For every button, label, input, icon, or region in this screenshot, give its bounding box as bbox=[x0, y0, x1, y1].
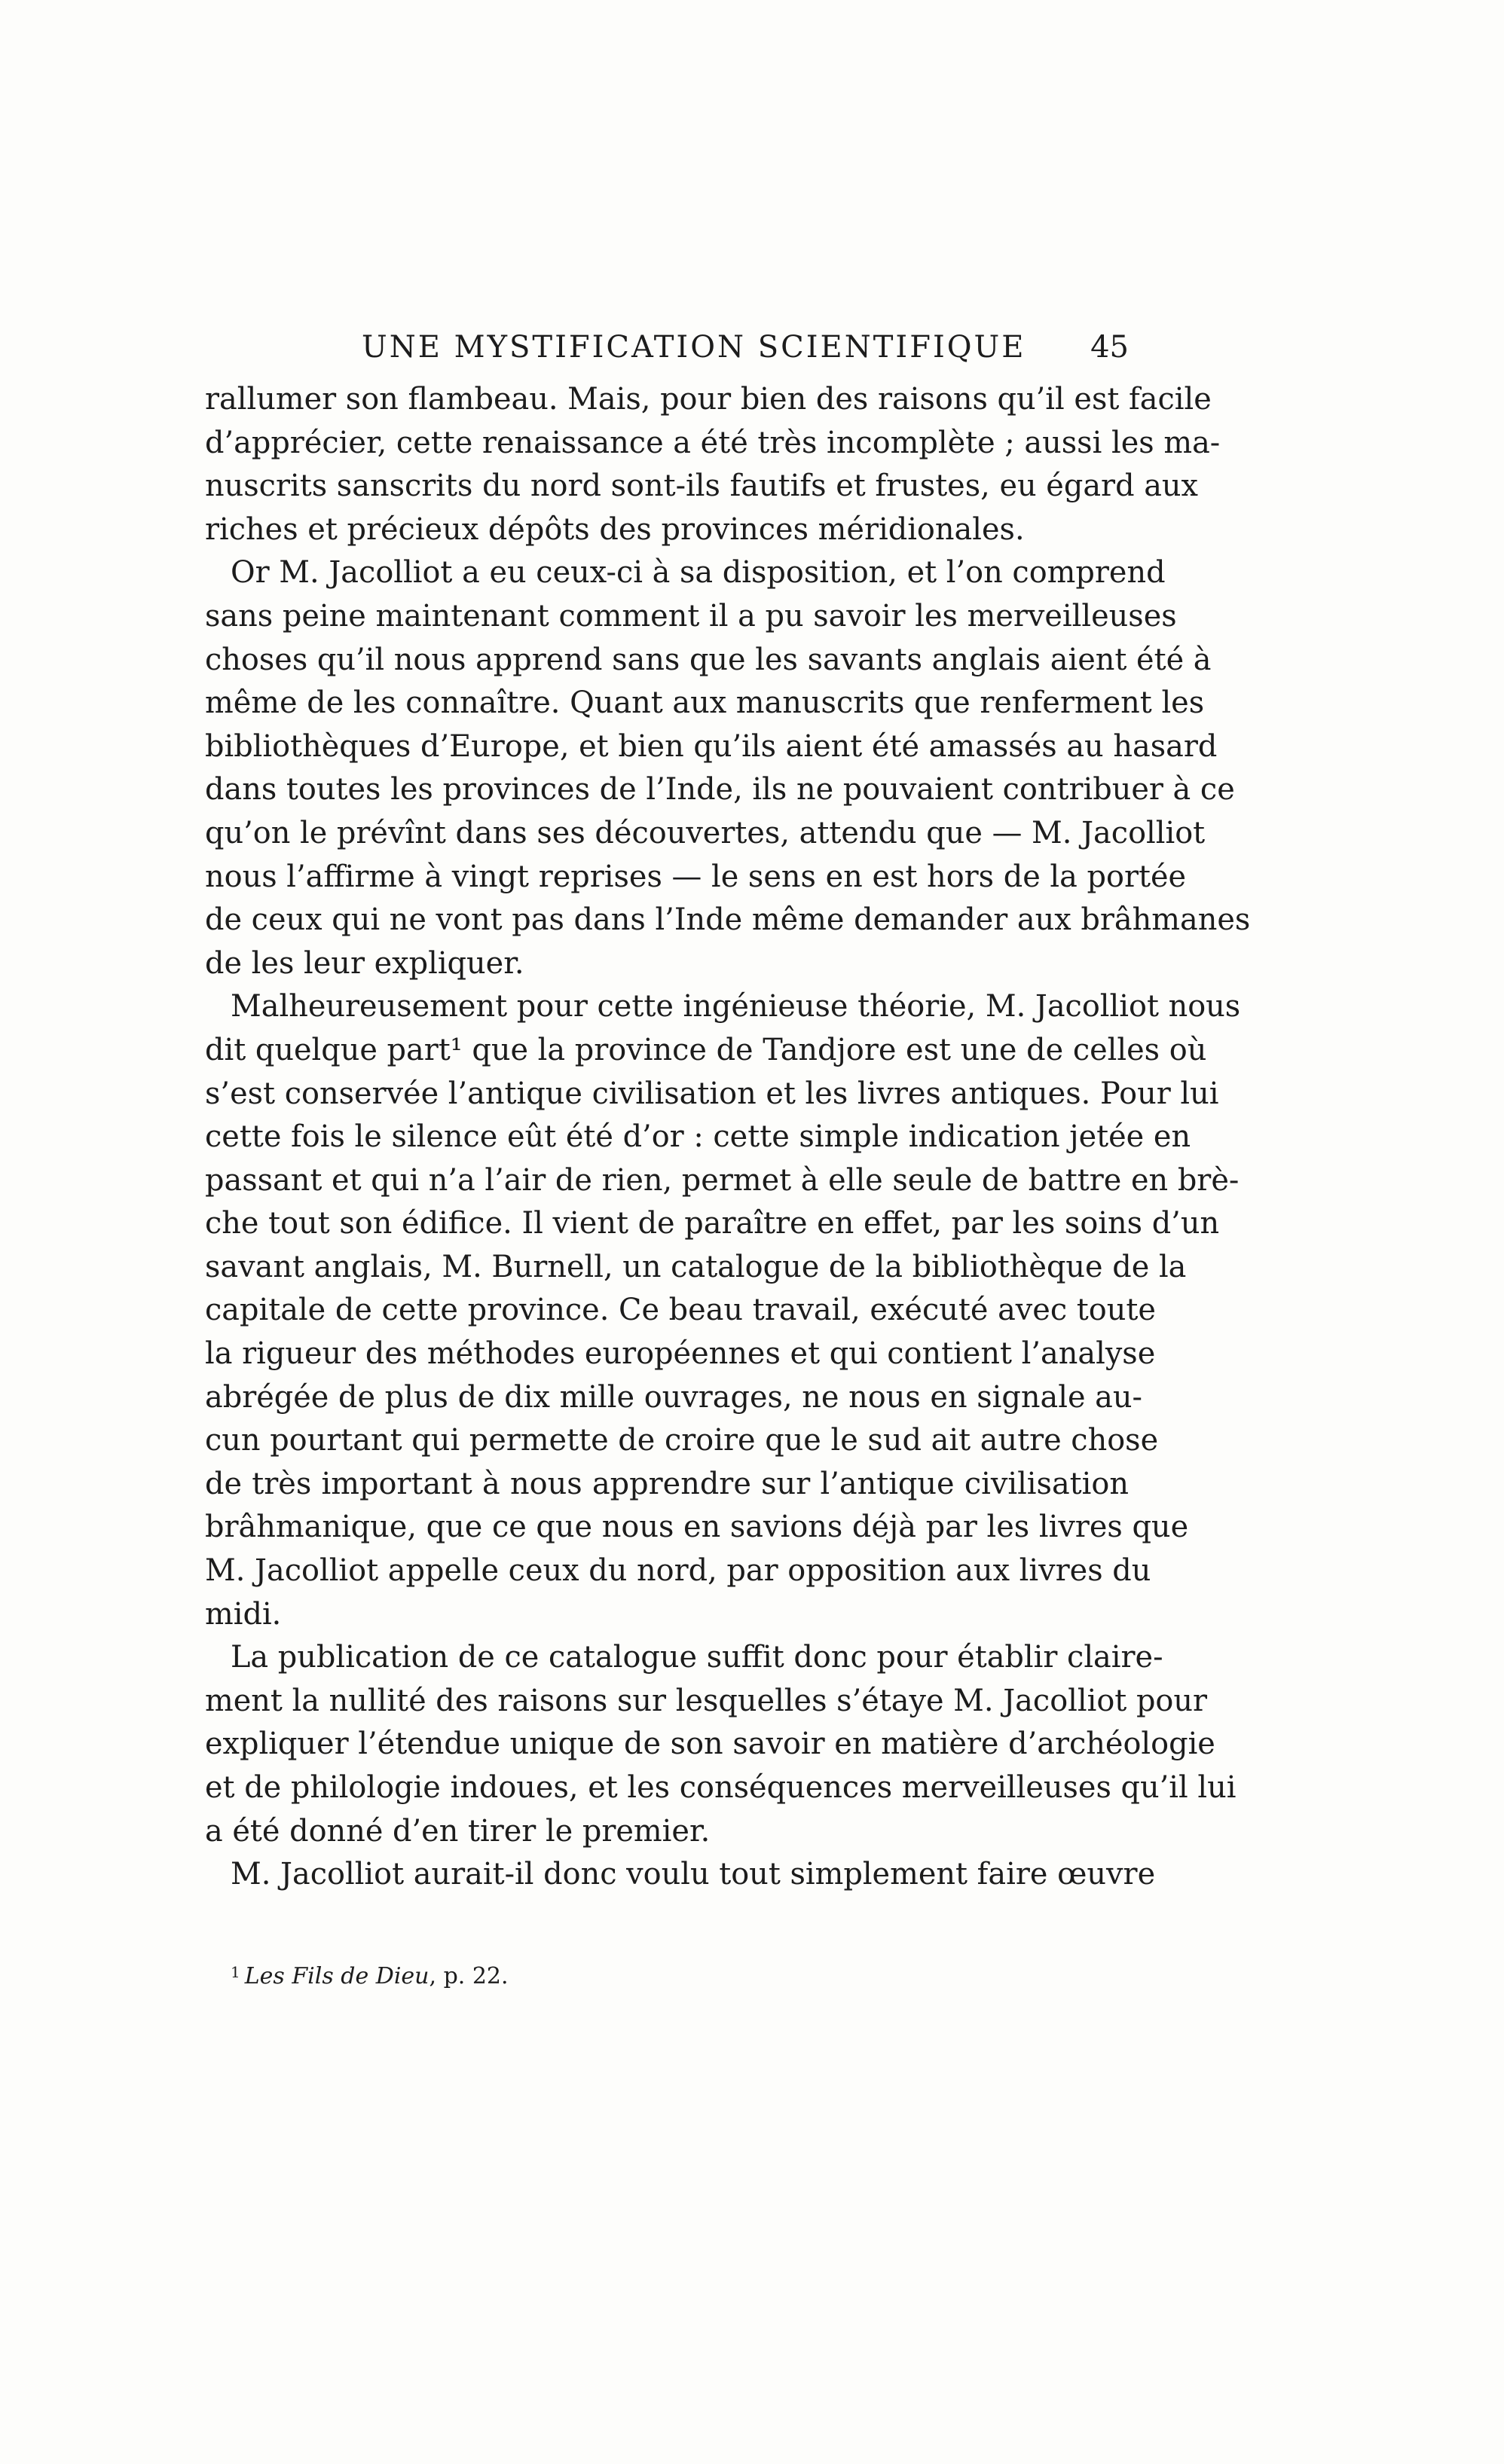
running-header bbox=[205, 330, 1129, 372]
text-line: de ceux qui ne vont pas dans l’Inde même demander aux brâhmanes bbox=[205, 902, 1251, 938]
text-line: nuscrits sanscrits du nord sont-ils fautifs et frustes, eu égard aux bbox=[205, 469, 1198, 504]
text-line: La publication de ce catalogue suffit donc pour établir claire- bbox=[231, 1640, 1163, 1675]
text-line: sans peine maintenant comment il a pu savoir les merveilleuses bbox=[205, 598, 1177, 634]
text-line: cette fois le silence eût été d’or : cette simple indication jetée en bbox=[205, 1119, 1191, 1155]
body-text bbox=[205, 378, 1251, 1897]
text-line: Malheureusement pour cette ingénieuse théorie, M. Jacolliot nous bbox=[231, 989, 1241, 1024]
running-title: UNE MYSTIFICATION SCIENTIFIQUE bbox=[362, 330, 1026, 365]
text-line: M. Jacolliot appelle ceux du nord, par opposition aux livres du bbox=[205, 1553, 1151, 1589]
text-line: de très important à nous apprendre sur l’antique civilisation bbox=[205, 1466, 1129, 1501]
text-line: a été donné d’en tirer le premier. bbox=[205, 1813, 711, 1849]
text-line: dans toutes les provinces de l’Inde, ils ne pouvaient contribuer à ce bbox=[205, 772, 1235, 808]
text-line: bibliothèques d’Europe, et bien qu’ils aient été amassés au hasard bbox=[205, 728, 1218, 764]
footnote-work-title: Les Fils de Dieu bbox=[244, 1963, 429, 1989]
text-line: cun pourtant qui permette de croire que le sud ait autre chose bbox=[205, 1423, 1159, 1458]
text-line: passant et qui n’a l’air de rien, permet à elle seule de battre en brè- bbox=[205, 1162, 1240, 1198]
text-line: capitale de cette province. Ce beau travail, exécuté avec toute bbox=[205, 1293, 1156, 1328]
text-line: et de philologie indoues, et les conséquences merveilleuses qu’il lui bbox=[205, 1770, 1237, 1805]
text-line: qu’on le prévînt dans ses découvertes, attendu que — M. Jacolliot bbox=[205, 815, 1206, 850]
text-line: brâhmanique, que ce que nous en savions déjà par les livres que bbox=[205, 1510, 1189, 1545]
text-line: dit quelque part¹ que la province de Tandjore est une de celles où bbox=[205, 1032, 1207, 1067]
text-line: abrégée de plus de dix mille ouvrages, ne nous en signale au- bbox=[205, 1379, 1142, 1415]
text-line: Or M. Jacolliot a eu ceux-ci à sa disposition, et l’on comprend bbox=[231, 555, 1166, 591]
footnote bbox=[231, 1963, 509, 1989]
text-line: midi. bbox=[205, 1596, 282, 1632]
text-line: ment la nullité des raisons sur lesquelles s’étaye M. Jacolliot pour bbox=[205, 1683, 1208, 1718]
text-line: d’apprécier, cette renaissance a été très incomplète ; aussi les ma- bbox=[205, 425, 1221, 460]
page-number: 45 bbox=[1090, 330, 1129, 365]
footnote-marker: 1 bbox=[231, 1963, 240, 1981]
text-line: s’est conservée l’antique civilisation et les livres antiques. Pour lui bbox=[205, 1076, 1219, 1111]
text-line: che tout son édifice. Il vient de paraître en effet, par les soins d’un bbox=[205, 1206, 1220, 1241]
footnote-reference: , p. 22. bbox=[429, 1963, 509, 1989]
text-line: rallumer son flambeau. Mais, pour bien des raisons qu’il est facile bbox=[205, 382, 1212, 417]
text-line: savant anglais, M. Burnell, un catalogue de la bibliothèque de la bbox=[205, 1249, 1187, 1284]
text-line: expliquer l’étendue unique de son savoir en matière d’archéologie bbox=[205, 1727, 1215, 1762]
text-line: choses qu’il nous apprend sans que les savants anglais aient été à bbox=[205, 642, 1212, 677]
text-line: la rigueur des méthodes européennes et qui contient l’analyse bbox=[205, 1336, 1156, 1372]
text-line: M. Jacolliot aurait-il donc voulu tout simplement faire œuvre bbox=[231, 1857, 1156, 1892]
text-line: de les leur expliquer. bbox=[205, 945, 524, 981]
text-line: nous l’affirme à vingt reprises — le sens en est hors de la portée bbox=[205, 859, 1187, 894]
text-line: même de les connaître. Quant aux manuscrits que renferment les bbox=[205, 685, 1205, 721]
text-line: riches et précieux dépôts des provinces méridionales. bbox=[205, 511, 1025, 547]
